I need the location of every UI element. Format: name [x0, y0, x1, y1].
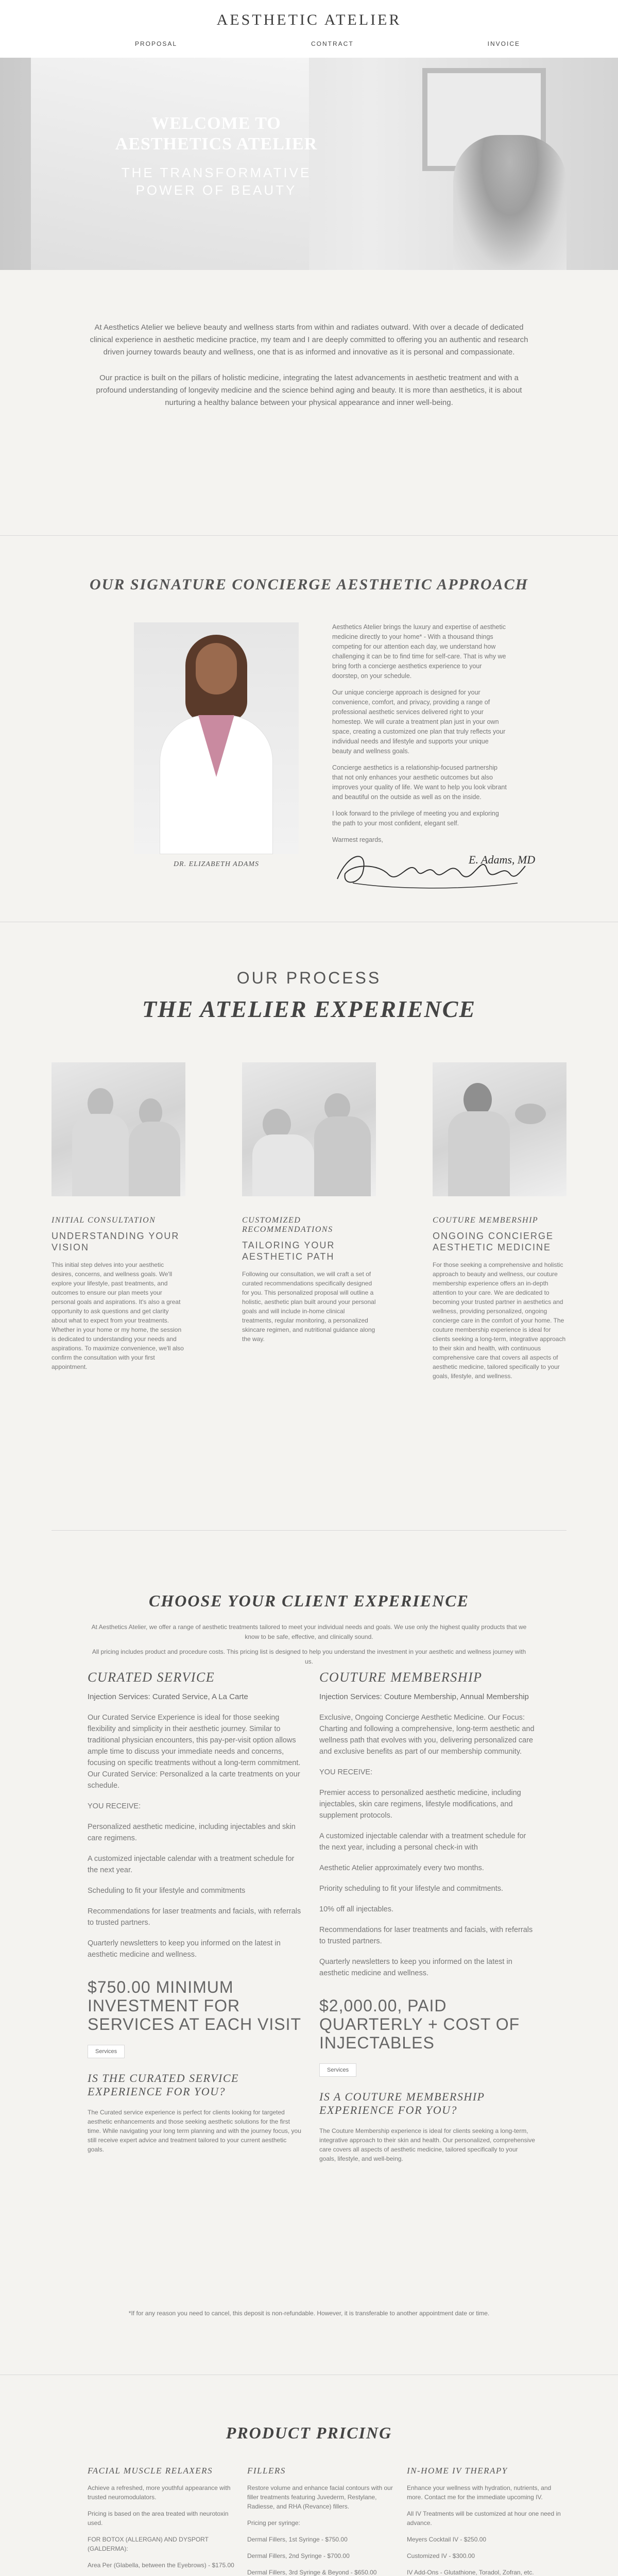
curated-service-sub: Injection Services: Curated Service, A La Carte [88, 1692, 248, 1701]
couture-services-button[interactable]: Services [319, 2063, 356, 2077]
pricing-item: Enhance your wellness with hydration, nutrients, and more. Contact me for the immediate upcoming IV. [407, 2484, 552, 2501]
couture-benefit: Priority scheduling to fit your lifestyle and commitments. [319, 1885, 503, 1893]
pricing-column-fillers [247, 2466, 402, 2576]
brand-logo[interactable]: AESTHETIC ATELIER [216, 11, 402, 28]
couture-who-text: The Couture Membership experience is ideal for clients seeking a long-term, integrative approach to their skin and health. Our personalized, comprehensive care covers all aspects of aesthetic medicine, tailored specifically to your goals, lifestyle, and well-being. [319, 2127, 535, 2162]
process-heading: ONGOING CONCIERGE AESTHETIC MEDICINE [433, 1231, 554, 1252]
intro-line: At Aesthetics Atelier, we offer a range of aesthetic treatments tailored to meet your individual needs and goals. We use only the highest quality products that we know to be safe, effective, and clinically sound. [91, 1623, 527, 1640]
couture-membership-sub: Injection Services: Couture Membership, Annual Membership [319, 1692, 529, 1701]
curated-service-column [88, 1670, 304, 2154]
curated-benefit: Personalized aesthetic medicine, including injectables and skin care regimens. [88, 1823, 296, 1842]
client-experience-intro [88, 1622, 530, 1667]
doctor-name-caption: DR. ELIZABETH ADAMS [173, 860, 260, 868]
deposit-note: *If for any reason you need to cancel, this deposit is non-refundable. However, it is transferable to another appointment date or time. [128, 2310, 490, 2317]
couture-receive-label: YOU RECEIVE: [319, 1768, 373, 1776]
client-experience-section [0, 1591, 618, 2375]
consultation-photo [52, 1062, 185, 1196]
process-heading: UNDERSTANDING YOUR VISION [52, 1231, 180, 1252]
couture-benefit: Premier access to personalized aesthetic medicine, including injectables, skin care regimens, lifestyle modifications, and supplement protocols. [319, 1789, 521, 1820]
signature-text: E. Adams, MD [469, 853, 536, 866]
process-column-membership [433, 1062, 566, 1381]
pricing-item: Pricing per syringe: [247, 2519, 300, 2527]
signature-title: OUR SIGNATURE CONCIERGE AESTHETIC APPROACH [90, 576, 528, 593]
curated-benefit: Quarterly newsletters to keep you informed on the latest in aesthetic medicine and wellness. [88, 1939, 281, 1959]
couture-price: $2,000.00, PAID QUARTERLY + COST OF INJECTABLES [319, 1996, 520, 2052]
intro-paragraph: At Aesthetics Atelier we believe beauty and wellness starts from within and radiates outward. With over a decade of dedicated clinical experience in aesthetic medicine practice, my team and I are deeply committed to offering you an authentic and research driven journey towards beauty and wellness, one that is as informed and innovative as it is personal and compassionate. [90, 323, 528, 357]
couture-membership-column [319, 1670, 536, 2163]
curated-benefit: Recommendations for laser treatments and facials, with referrals to trusted partners. [88, 1907, 301, 1927]
pricing-item: Area Per (Glabella, between the Eyebrows) - $175.00 [88, 2562, 234, 2569]
couture-benefit: Aesthetic Atelier approximately every two months. [319, 1864, 484, 1872]
nav-link-invoice[interactable]: INVOICE [487, 40, 520, 47]
process-title: THE ATELIER EXPERIENCE [142, 996, 476, 1022]
intro-line: All pricing includes product and procedure costs. This pricing list is designed to help you understand the investment in your aesthetic and wellness journey with us. [92, 1648, 526, 1665]
client-experience-title: CHOOSE YOUR CLIENT EXPERIENCE [149, 1591, 469, 1610]
pricing-column-iv-therapy [407, 2466, 561, 2576]
pricing-item: Achieve a refreshed, more youthful appearance with trusted neuromodulators. [88, 2484, 231, 2501]
pricing-column-title: FILLERS [247, 2466, 286, 2476]
letter-paragraph: Concierge aesthetics is a relationship-focused partnership that not only enhances your aesthetic outcomes but also improves your quality of life. We want to help you look vibrant and beautiful on the outside as well as on the inside. [332, 764, 507, 801]
letter-paragraph: Our unique concierge approach is designed for your convenience, comfort, and privacy, providing a range of professional aesthetic services delivered right to your homestep. We will curate a treatment plan just in your own space, creating a customized one plan that truly reflects your individual needs and lifestyle and supports your unique beauty and wellness goals. [332, 689, 506, 755]
process-kicker: OUR PROCESS [236, 969, 382, 987]
process-text: Following our consultation, we will craft a set of curated recommendations specifically designed for you. This personalized proposal will outline a holistic, aesthetic plan built around your personal goals and will include in-home clinical treatments, regular monitoring, a personalized skincare regimen, and nutritional guidance along the way. [242, 1270, 376, 1343]
pricing-item: Restore volume and enhance facial contours with our filler treatments featuring Juvederm, Restylane, Radiesse, and RHA (Revance) fillers. [247, 2484, 393, 2510]
pricing-item: Customized IV - $300.00 [407, 2552, 475, 2560]
handwritten-signature [332, 843, 536, 894]
pricing-title: PRODUCT PRICING [226, 2424, 392, 2442]
signature-section [0, 535, 618, 922]
hero-subtitle: THE TRANSFORMATIVE POWER OF BEAUTY [121, 165, 312, 198]
couture-benefit: 10% off all injectables. [319, 1905, 394, 1913]
pricing-item: Dermal Fillers, 1st Syringe - $750.00 [247, 2536, 348, 2543]
curated-price: $750.00 MINIMUM INVESTMENT FOR SERVICES AT EACH VISIT [88, 1978, 302, 2033]
curated-service-title: CURATED SERVICE [88, 1670, 215, 1685]
process-label: INITIAL CONSULTATION [52, 1216, 156, 1225]
pricing-column-title: IN-HOME IV THERAPY [407, 2466, 508, 2476]
pricing-item: Dermal Fillers, 3rd Syringe & Beyond - $650.00 [247, 2569, 377, 2576]
couture-benefit: Quarterly newsletters to keep you informed on the latest in aesthetic medicine and wellness. [319, 1958, 512, 1977]
nav-link-proposal[interactable]: PROPOSAL [135, 40, 178, 47]
pricing-column-title: FACIAL MUSCLE RELAXERS [88, 2466, 213, 2476]
curated-paragraph: Our Curated Service Experience is ideal for those seeking flexibility and simplicity in their aesthetic journey. Similar to traditional physician encounters, this pay-per-visit option allows ample time to discuss your immediate needs and concerns, focusing on specific treatments without a long-term commitment. Our Curated Service: Personalized a la carte treatments on your schedule. [88, 1714, 301, 1790]
process-label: COUTURE MEMBERSHIP [433, 1216, 539, 1225]
pricing-item: IV Add-Ons - Glutathione, Toradol, Zofran, etc. [407, 2569, 534, 2576]
process-column-recommendations [242, 1062, 376, 1344]
curated-receive-label: YOU RECEIVE: [88, 1802, 141, 1810]
letter-paragraph: I look forward to the privilege of meeting you and exploring the path to your most confident, elegant self. [332, 810, 499, 827]
pricing-item: Pricing is based on the area treated with neurotoxin used. [88, 2510, 229, 2527]
letter-paragraph: Warmest regards, [332, 836, 383, 843]
couture-benefit: Recommendations for laser treatments and facials, with referrals to trusted partners. [319, 1926, 533, 1945]
pricing-item: Meyers Cocktail IV - $250.00 [407, 2536, 487, 2543]
recommendations-photo [242, 1062, 376, 1196]
curated-services-button[interactable]: Services [88, 2045, 125, 2058]
divider [52, 1530, 566, 1531]
curated-who-text: The Curated service experience is perfect for clients looking for targeted aesthetic enhancements and those seeking aesthetic solutions for the first time. While navigating your long term planning and with the journey focus, you still receive expert advice and treatment tailored to your current aesthetic goals. [88, 2109, 301, 2153]
pricing-item: All IV Treatments will be customized at hour one need in advance. [407, 2510, 561, 2527]
intro-section [0, 270, 618, 535]
intro-paragraph: Our practice is built on the pillars of holistic medicine, integrating the latest advancements in aesthetic treatment and with a profound understanding of longevity medicine and the science behind aging and beauty. It is more than aesthetics, it is about nurturing a healthy balance between your physical appearance and inner well-being. [96, 374, 522, 407]
process-text: For those seeking a comprehensive and holistic approach to beauty and wellness, our couture membership experience offers an in-depth attention to your care. We are dedicated to becoming your trusted partner in aesthetics and wellness, providing personalized, ongoing concierge care in the comfort of your home. The couture membership experience is ideal for clients seeking a long-term, integrative approach to their skin and health, with continuous comprehensive care that covers all aspects of aesthetic medicine, tailored specifically to your goals, lifestyle, and wellness. [433, 1261, 566, 1380]
pricing-item: FOR BOTOX (ALLERGAN) AND DYSPORT (GALDERMA): [88, 2536, 209, 2552]
couture-membership-title: COUTURE MEMBERSHIP [319, 1670, 483, 1685]
process-label: CUSTOMIZED RECOMMENDATIONS [242, 1216, 333, 1234]
signature-letter [332, 622, 507, 852]
couture-benefit: A customized injectable calendar with a treatment schedule for the next year, including a personal check-in with [319, 1832, 526, 1852]
hero-title: WELCOME TO AESTHETICS ATELIER [115, 114, 318, 154]
letter-paragraph: Aesthetics Atelier brings the luxury and expertise of aesthetic medicine directly to your home* - With a thousand things competing for our attention each day, we understand how challenging it can be to find time for self-care. That is why we bring forth a concierge aesthetics experience to your doorstep, on your schedule. [332, 623, 506, 680]
membership-photo [433, 1062, 566, 1196]
couture-paragraph: Exclusive, Ongoing Concierge Aesthetic Medicine. Our Focus: Charting and following a comprehensive, long-term aesthetic and wellness path that evolves with you, delivering personalized care and exclusive benefits as part of our membership community. [319, 1714, 535, 1756]
couture-who-title: IS A COUTURE MEMBERSHIP EXPERIENCE FOR YOU? [319, 2090, 485, 2116]
doctor-portrait [134, 622, 299, 854]
pricing-item: Dermal Fillers, 2nd Syringe - $700.00 [247, 2552, 350, 2560]
hero-figure-image [453, 135, 566, 270]
curated-who-title: IS THE CURATED SERVICE EXPERIENCE FOR YOU? [88, 2072, 239, 2098]
pricing-section [0, 2375, 618, 2576]
main-nav [0, 40, 618, 47]
process-column-consultation [52, 1062, 185, 1371]
hero-section [0, 58, 618, 270]
site-header [0, 0, 618, 58]
curated-benefit: Scheduling to fit your lifestyle and commitments [88, 1887, 246, 1895]
curated-benefit: A customized injectable calendar with a treatment schedule for the next year. [88, 1855, 295, 1874]
process-section [0, 922, 618, 1591]
nav-link-contract[interactable]: CONTRACT [311, 40, 354, 47]
hero-text [98, 113, 335, 199]
pricing-column-relaxers [88, 2466, 242, 2576]
process-heading: TAILORING YOUR AESTHETIC PATH [242, 1240, 335, 1262]
process-text: This initial step delves into your aesthetic desires, concerns, and wellness goals. We'll explore your lifestyle, past treatments, and outcomes to ensure our plan meets your personal goals and aspirations. It's also a great opportunity to ask questions and get clarity about what to expect from your treatments. Whether in your home or my home, the session is dedicated to understanding your needs and aspirations. To maximize convenience, we'll also confirm the consultation with your first appointment. [52, 1261, 184, 1370]
